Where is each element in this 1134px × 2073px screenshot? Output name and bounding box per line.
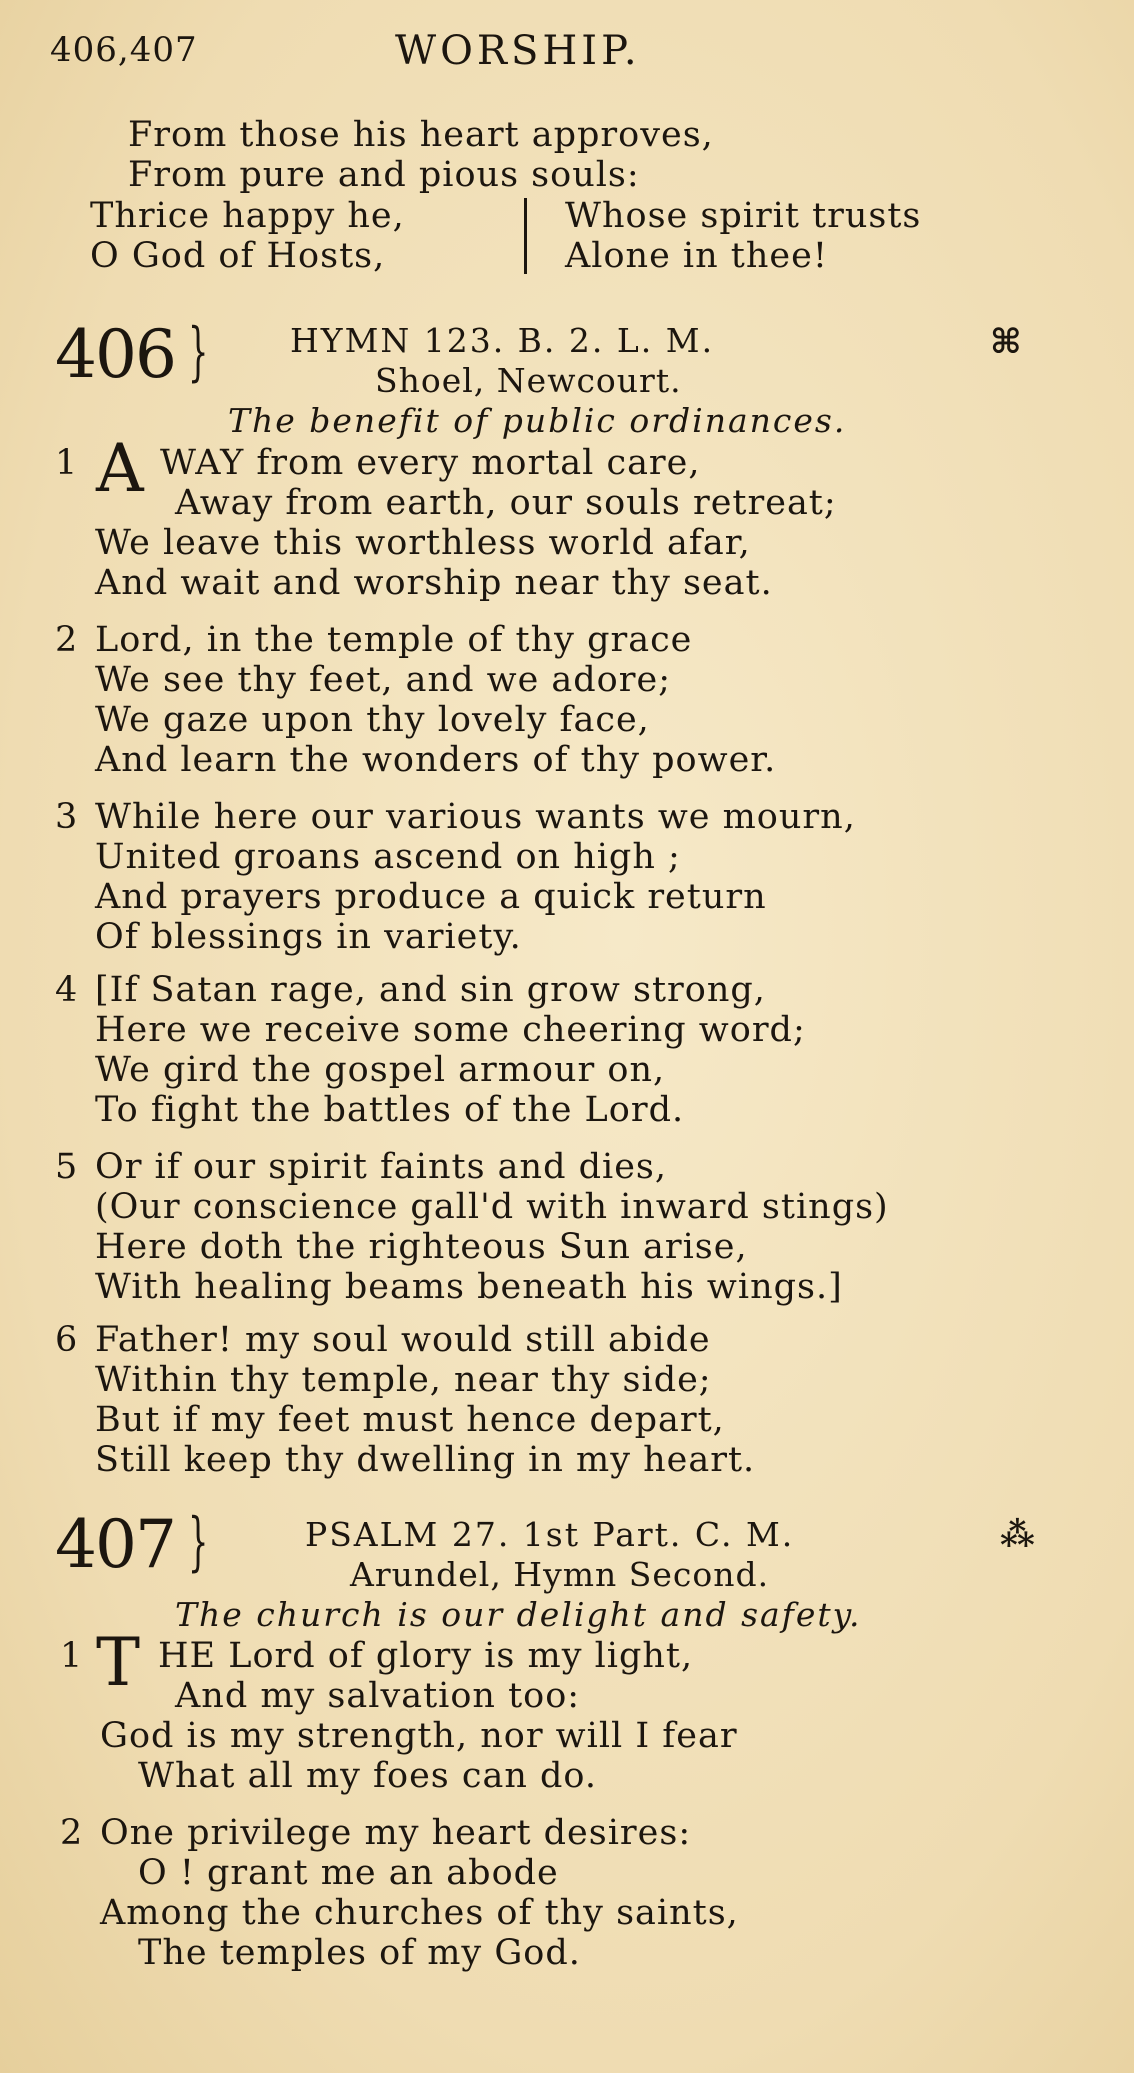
verse-line: And my salvation too:	[175, 1676, 581, 1716]
verse-number: 5	[55, 1147, 78, 1187]
verse-line: Still keep thy dwelling in my heart.	[95, 1440, 756, 1480]
verse-line: One privilege my heart desires:	[100, 1813, 692, 1853]
hymn-number: 407	[55, 1506, 175, 1583]
drop-cap: A	[96, 430, 144, 507]
verse-line: What all my foes can do.	[138, 1756, 597, 1796]
verse-number: 2	[60, 1813, 83, 1853]
brace: }	[188, 315, 209, 389]
asterism-icon: ⁂	[1000, 1515, 1035, 1555]
verse-line: And prayers produce a quick return	[95, 877, 767, 917]
verse-line: Of blessings in variety.	[95, 917, 522, 957]
running-title: WORSHIP.	[395, 28, 641, 74]
hymn-subject: The church is our delight and safety.	[175, 1595, 862, 1634]
verse-number: 1	[55, 443, 78, 483]
intro-line: From pure and pious souls:	[128, 155, 640, 195]
verse-line: While here our various wants we mourn,	[95, 797, 856, 837]
verse-line: (Our conscience gall'd with inward stings)	[95, 1187, 889, 1227]
verse-line: To fight the battles of the Lord.	[95, 1090, 685, 1130]
tune-names: Arundel, Hymn Second.	[350, 1555, 770, 1594]
verse-number: 3	[55, 797, 78, 837]
asterism-icon: ⌘	[990, 322, 1022, 362]
intro-left-line: O God of Hosts,	[90, 236, 386, 276]
hymn-subject: The benefit of public ordinances.	[228, 401, 847, 440]
verse-line: We leave this worthless world afar,	[95, 523, 751, 563]
page-header	[50, 30, 1090, 80]
tune-names: Shoel, Newcourt.	[375, 361, 682, 400]
verse-number: 1	[60, 1636, 83, 1676]
verse-line: Here doth the righteous Sun arise,	[95, 1227, 748, 1267]
verse-line: But if my feet must hence depart,	[95, 1400, 725, 1440]
verse-line: We gaze upon thy lovely face,	[95, 700, 650, 740]
verse-line: United groans ascend on high ;	[95, 837, 681, 877]
intro-right-line: Alone in thee!	[565, 236, 828, 276]
intro-line: From those his heart approves,	[128, 115, 714, 155]
verse-line: We gird the gospel armour on,	[95, 1050, 666, 1090]
verse-line: O ! grant me an abode	[138, 1853, 559, 1893]
verse-number: 2	[55, 620, 78, 660]
hymn-heading: PSALM 27. 1st Part. C. M.	[305, 1515, 795, 1554]
verse-line: God is my strength, nor will I fear	[100, 1716, 738, 1756]
brace: }	[188, 1505, 209, 1579]
verse-line: Among the churches of thy saints,	[100, 1893, 739, 1933]
verse-line: Away from earth, our souls retreat;	[175, 483, 837, 523]
page-numbers: 406,407	[50, 30, 198, 70]
verse-line: The temples of my God.	[138, 1933, 581, 1973]
verse-number: 4	[55, 970, 78, 1010]
verse-line: Lord, in the temple of thy grace	[95, 620, 693, 660]
verse-line: Here we receive some cheering word;	[95, 1010, 806, 1050]
verse-line: HE Lord of glory is my light,	[158, 1636, 694, 1676]
verse-line: And learn the wonders of thy power.	[95, 740, 777, 780]
verse-line: Or if our spirit faints and dies,	[95, 1147, 668, 1187]
intro-right-line: Whose spirit trusts	[565, 196, 922, 236]
verse-number: 6	[55, 1320, 78, 1360]
verse-line: With healing beams beneath his wings.]	[95, 1267, 843, 1307]
hymn-number: 406	[55, 316, 175, 393]
verse-line: And wait and worship near thy seat.	[95, 563, 773, 603]
intro-left-line: Thrice happy he,	[90, 196, 405, 236]
verse-line: [If Satan rage, and sin grow strong,	[95, 970, 766, 1010]
verse-line: WAY from every mortal care,	[160, 443, 701, 483]
column-divider	[524, 198, 527, 274]
drop-cap: T	[96, 1624, 141, 1701]
verse-line: Within thy temple, near thy side;	[95, 1360, 712, 1400]
verse-line: Father! my soul would still abide	[95, 1320, 711, 1360]
hymn-heading: HYMN 123. B. 2. L. M.	[290, 321, 715, 360]
verse-line: We see thy feet, and we adore;	[95, 660, 671, 700]
